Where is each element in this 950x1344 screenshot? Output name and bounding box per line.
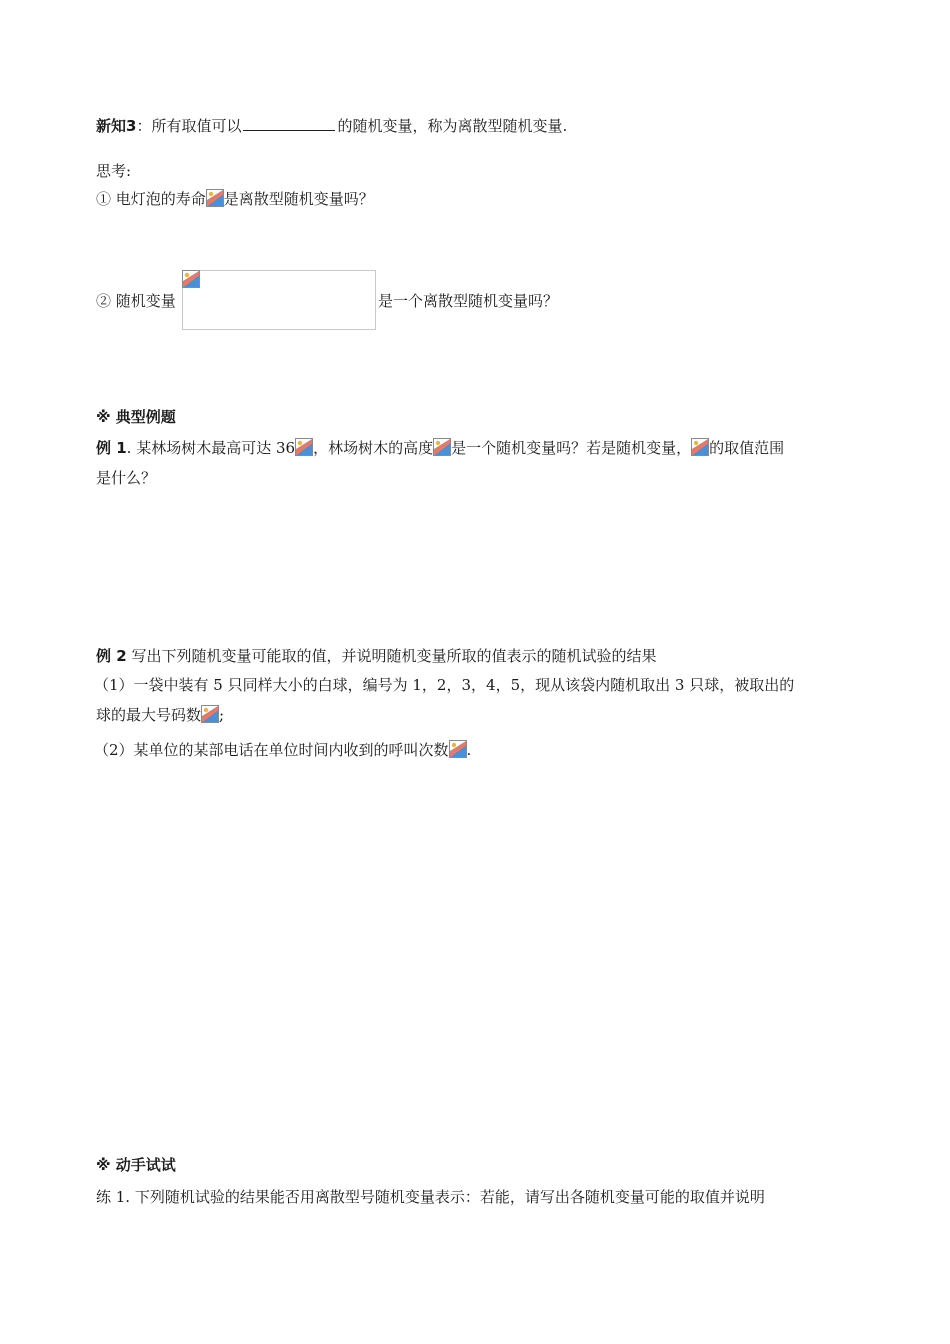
example2-text: 写出下列随机变量可能取的值，并说明随机变量所取的值表示的随机试验的结果 (126, 647, 657, 665)
example1-line1 (96, 437, 784, 459)
example1-text-a: . 某林场树木最高可达 36 (126, 439, 296, 457)
sikao-q2-prefix: ② 随机变量 (96, 292, 176, 310)
xinzhi3-text-after: 的随机变量，称为离散型随机变量. (337, 117, 568, 135)
practice1-text: 练 1. 下列随机试验的结果能否用离散型号随机变量表示：若能，请写出各随机变量可能的取值并说明 (96, 1188, 765, 1206)
sikao-q2-suffix: 是一个离散型随机变量吗？ (378, 292, 559, 310)
example1-text-b: ，林场树木的高度 (313, 439, 434, 457)
example2-item1-line2-suffix: ; (219, 706, 225, 724)
fill-in-blank[interactable] (243, 114, 335, 131)
section-practice-title: ※ 动手试试 (96, 1156, 176, 1174)
sikao-q1-prefix: ① 电灯泡的寿命 (96, 190, 206, 208)
example2-item1-line1: （1）一袋中装有 5 只同样大小的白球，编号为 1，2，3，4，5，现从该袋内随机取出 3 只球，被取出的 (94, 676, 795, 694)
example2-item2-suffix: . (466, 741, 472, 759)
broken-image-icon (295, 438, 313, 456)
example2-item1-line2 (96, 704, 224, 726)
example2-item2 (94, 739, 471, 761)
example1-text-c: 是一个随机变量吗？若是随机变量， (451, 439, 692, 457)
xinzhi3-line (96, 114, 567, 137)
broken-image-icon (691, 438, 709, 456)
example1-label: 例 1 (96, 439, 127, 457)
example2-item1-line2-prefix: 球的最大号码数 (96, 706, 202, 724)
example2-line (96, 645, 656, 667)
example1-line2: 是什么？ (96, 469, 157, 487)
formula-image-frame (182, 270, 376, 330)
sikao-q1-suffix: 是离散型随机变量吗？ (223, 190, 374, 208)
sikao-q1 (96, 188, 374, 210)
example2-item2-prefix: （2）某单位的某部电话在单位时间内收到的呼叫次数 (94, 741, 449, 759)
section-examples-title: ※ 典型例题 (96, 408, 176, 426)
broken-image-icon (206, 189, 224, 207)
sikao-title: 思考: (96, 162, 132, 180)
broken-image-icon (201, 705, 219, 723)
xinzhi3-text-before: ：所有取值可以 (136, 117, 242, 135)
example2-label: 例 2 (96, 647, 127, 665)
broken-image-icon (182, 270, 200, 288)
example1-text-d: 的取值范围 (709, 439, 785, 457)
broken-image-icon (433, 438, 451, 456)
xinzhi3-label: 新知3 (96, 117, 137, 135)
broken-image-icon (449, 740, 467, 758)
